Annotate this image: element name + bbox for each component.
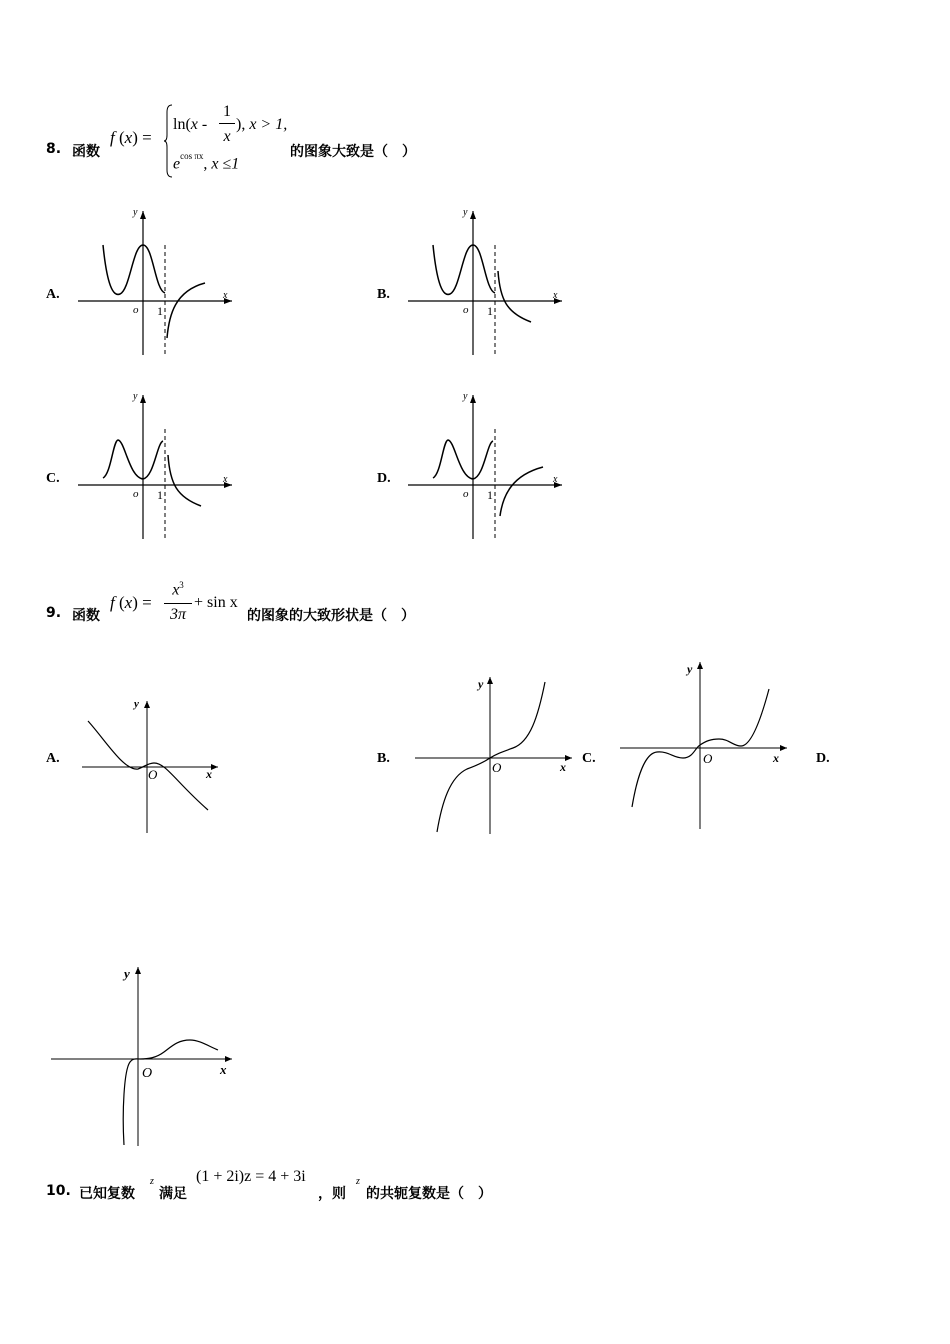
piece-1: ln(x - bbox=[173, 116, 208, 133]
graph-8a[interactable] bbox=[75, 205, 235, 360]
equation: (1 + 2i)z = 4 + 3i bbox=[196, 1168, 306, 1185]
option-label-c[interactable]: C. bbox=[582, 751, 596, 766]
graph-9b[interactable] bbox=[412, 672, 577, 837]
curve-right bbox=[167, 283, 205, 338]
tick-1-label: 1 bbox=[157, 304, 163, 318]
svg-text:o: o bbox=[463, 488, 469, 500]
question-number: 8. bbox=[46, 141, 62, 157]
x-label: x bbox=[223, 290, 228, 301]
graph-9c[interactable] bbox=[617, 657, 792, 832]
graph-9a[interactable] bbox=[80, 697, 225, 837]
fraction-denominator: 3π bbox=[169, 606, 186, 623]
fraction-numerator: $x^3$ bbox=[172, 580, 184, 599]
svg-text:x: x bbox=[560, 760, 566, 774]
piece-2: $e^{cos \pi x}$, x ≤1 bbox=[173, 151, 240, 173]
svg-text:x: x bbox=[206, 767, 212, 781]
variable-z: z bbox=[150, 1176, 154, 1187]
y-axis-arrow bbox=[140, 211, 146, 219]
question-number: 9. bbox=[46, 605, 62, 621]
function-label: f (x) = bbox=[110, 593, 152, 612]
fraction-bar bbox=[164, 603, 192, 604]
option-label-b[interactable]: B. bbox=[377, 287, 390, 302]
svg-text:1: 1 bbox=[157, 488, 163, 502]
svg-text:O: O bbox=[148, 767, 158, 782]
function-rest: + sin x bbox=[194, 594, 238, 611]
svg-text:1: 1 bbox=[487, 304, 493, 318]
svg-text:x: x bbox=[223, 474, 228, 485]
option-label-a[interactable]: A. bbox=[46, 751, 60, 766]
svg-text:y: y bbox=[463, 391, 468, 402]
variable-z-2: z bbox=[356, 1176, 360, 1187]
question-suffix: 的共轭复数是（ ） bbox=[366, 1186, 492, 1202]
option-label-d[interactable]: D. bbox=[377, 471, 391, 486]
curve-left bbox=[103, 245, 165, 294]
y-label: y bbox=[133, 207, 138, 218]
svg-text:y: y bbox=[133, 391, 138, 402]
option-label-c[interactable]: C. bbox=[46, 471, 60, 486]
question-comma: ，则 bbox=[318, 1186, 346, 1202]
svg-text:y: y bbox=[463, 207, 468, 218]
svg-text:o: o bbox=[463, 304, 469, 316]
svg-text:O: O bbox=[492, 760, 502, 775]
question-mid: 满足 bbox=[159, 1186, 187, 1202]
option-label-b[interactable]: B. bbox=[377, 751, 390, 766]
svg-text:O: O bbox=[703, 751, 713, 766]
piece-1-denominator: x bbox=[223, 128, 231, 145]
svg-text:x: x bbox=[220, 1062, 227, 1077]
question-prefix: 函数 bbox=[72, 144, 100, 160]
option-label-a[interactable]: A. bbox=[46, 287, 60, 302]
option-label-d[interactable]: D. bbox=[816, 751, 830, 766]
piecewise-brace bbox=[163, 104, 173, 178]
svg-text:1: 1 bbox=[487, 488, 493, 502]
piece-1-numerator: 1 bbox=[223, 103, 231, 120]
piece-1-tail: ), x > 1, bbox=[236, 116, 288, 133]
svg-text:o: o bbox=[133, 488, 139, 500]
svg-text:y: y bbox=[134, 698, 139, 710]
question-suffix: 的图象大致是（ ） bbox=[290, 144, 416, 160]
svg-text:O: O bbox=[142, 1066, 153, 1081]
question-prefix: 函数 bbox=[72, 608, 100, 624]
origin-label: o bbox=[133, 304, 139, 316]
graph-8c[interactable] bbox=[75, 389, 235, 544]
graph-8d[interactable] bbox=[405, 389, 565, 544]
question-suffix: 的图象的大致形状是（ ） bbox=[247, 608, 415, 624]
graph-8b[interactable] bbox=[405, 205, 565, 360]
svg-text:y: y bbox=[478, 677, 484, 691]
graph-9d[interactable] bbox=[48, 962, 238, 1150]
svg-text:y: y bbox=[687, 662, 693, 676]
svg-text:x: x bbox=[773, 751, 779, 765]
fraction-bar bbox=[219, 123, 235, 124]
question-prefix: 已知复数 bbox=[79, 1186, 135, 1202]
svg-text:x: x bbox=[553, 290, 558, 301]
function-label: f (x) = bbox=[110, 128, 152, 147]
svg-text:x: x bbox=[553, 474, 558, 485]
svg-text:y: y bbox=[124, 966, 130, 981]
question-number: 10. bbox=[46, 1183, 71, 1199]
